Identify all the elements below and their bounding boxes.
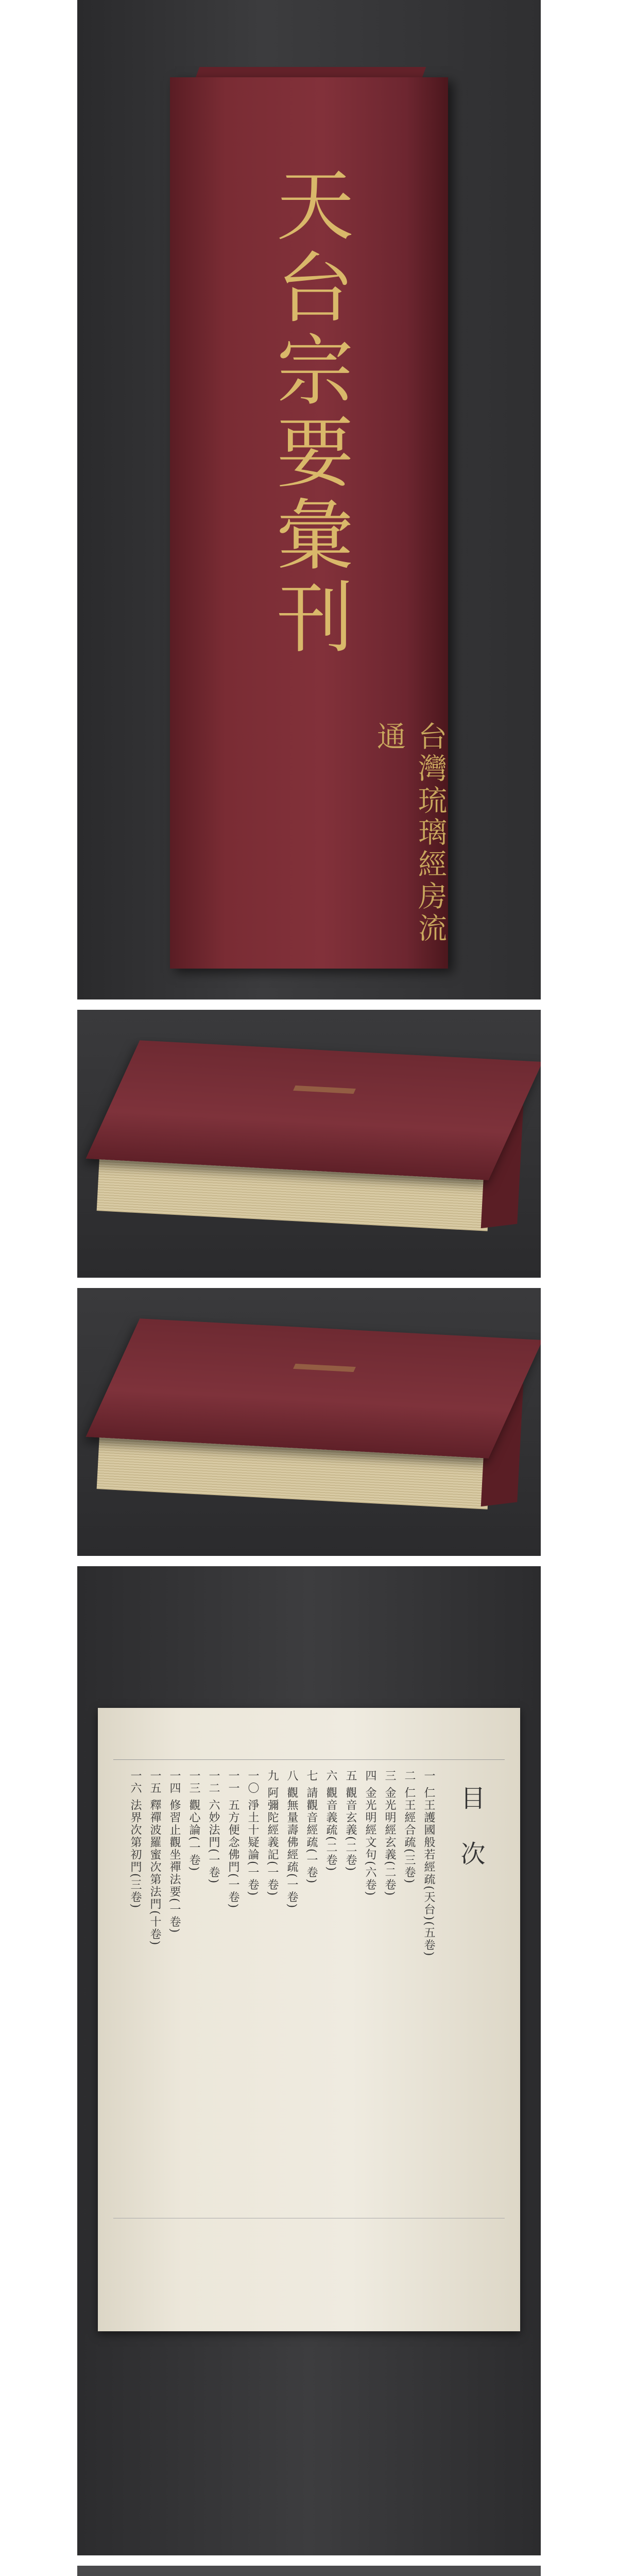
book-cover-top [86,1040,541,1180]
contents-entry: 一六 法界次第初門(三卷) [129,1770,142,1909]
contents-entry: 一一 五方便念佛門(一卷) [227,1770,239,1909]
contents-page [98,1708,520,2331]
photo-open-book-1 [77,2566,541,2576]
contents-entry: 八 觀無量壽佛經疏(一卷) [285,1770,298,1909]
spine-publisher: 台灣琉璃經房流通 [372,721,447,945]
book-cover-top [86,1318,541,1459]
contents-entry: 四 金光明經文句(六卷) [364,1770,376,1897]
contents-entry: 五 觀音玄義(二卷) [344,1770,357,1872]
spine-title: 天台宗要彙刊 [263,165,353,659]
contents-entry: 一五 釋禪波羅蜜次第法門(十卷) [148,1770,161,1946]
contents-entry: 一四 修習止觀坐禪法要(一卷) [168,1770,181,1934]
book-spine [170,77,448,969]
contents-entry: 六 觀音義疏(二卷) [324,1770,337,1872]
contents-entry: 一〇 淨土十疑論(一卷) [246,1770,259,1897]
contents-heading: 目次 [456,1785,485,1896]
contents-entry: 三 金光明經玄義(二卷) [383,1770,396,1897]
top-rule [113,1759,505,1760]
photo-closed-book-2 [77,1288,541,1556]
photo-contents-page [77,1566,541,2555]
photo-closed-book-1 [77,1010,541,1278]
photo-spine [77,0,541,999]
contents-entry: 九 阿彌陀經義記(一卷) [266,1770,279,1897]
contents-entry: 一三 觀心論(一卷) [187,1770,200,1872]
contents-entry: 二 仁王經合疏(三卷) [403,1770,416,1885]
contents-entry: 一 仁王護國般若經疏(天台)(五卷) [422,1770,435,1957]
contents-entry: 七 請觀音經疏(一卷) [305,1770,318,1885]
contents-entry: 一二 六妙法門(一卷) [207,1770,220,1885]
